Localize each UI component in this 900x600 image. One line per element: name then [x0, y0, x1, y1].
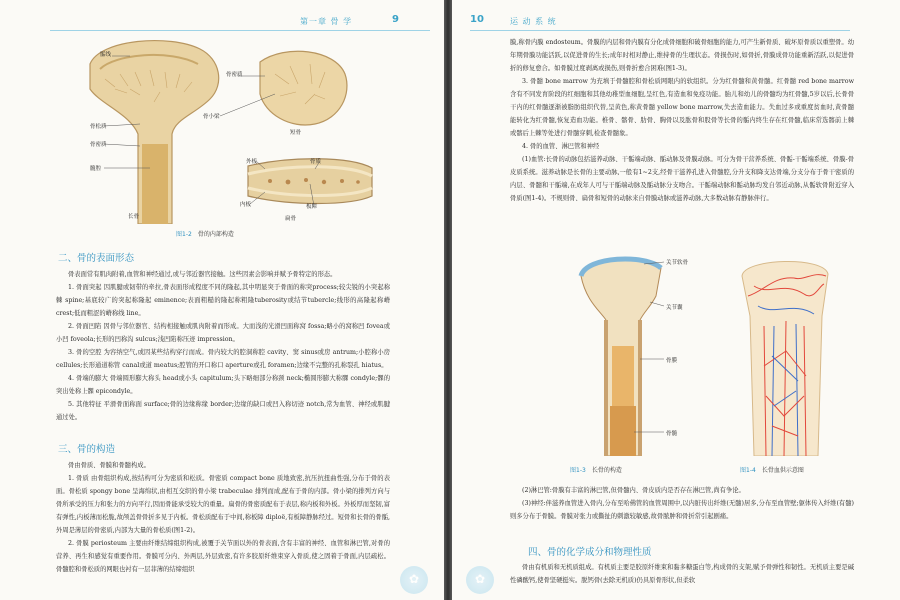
figure-1-3-caption	[570, 465, 622, 474]
paragraph: 骨由有机质和无机质组成。有机质主要是胶原纤维束和黏多糖蛋白等,构成骨的支架,赋予骨弹性和韧性。无机质主要是碱性磷酸钙,使骨坚硬挺实。脱钙骨(去除无机质)仍具原骨形状,但柔软	[510, 564, 854, 584]
right-page	[452, 0, 900, 600]
page-corner-ornament: ✿	[466, 566, 494, 594]
paragraph: 骨表面常有肌肉附着,血管和神经通过,或与邻近器官接触。这些因素会影响并赋予骨特定的形态。	[68, 271, 337, 278]
label-compact-bone: 骨密质	[90, 142, 107, 148]
left-header-rule	[50, 30, 430, 31]
figure-number: 图1-4	[740, 467, 756, 474]
paragraph: 3. 骨髓 bone marrow 为充填于骨髓腔和骨松质网眼内的软组织。分为红骨髓和黄骨髓。红骨髓 red bone marrow 含有不同发育阶段的红细胞和其他幼稚型血细胞,呈红色,有造血和免疫功能。胎儿和幼儿的骨髓均为红骨髓,5岁以后,长骨骨干内的红骨髓逐渐被脂肪组织代替,呈黄色,称黄骨髓 yellow bone marrow,失去造血能力。失血过多或重度贫血时,黄骨髓能转化为红骨髓,恢复造血功能。椎骨、髂骨、肋骨、胸骨以及肱骨和股骨等长骨的骺内终生存在红骨髓,临床常选髂前上棘或髂后上棘等处进行骨髓穿刺,检查骨髓象。	[510, 78, 854, 137]
label-periosteum: 骨膜	[666, 358, 678, 364]
figure-number: 图1-3	[570, 467, 586, 474]
page-corner-ornament: ✿	[400, 566, 428, 594]
label-bone-marrow: 骨髓	[666, 431, 678, 437]
label-joint-capsule: 关节囊	[666, 305, 683, 311]
left-header-title: 第一章 骨 学	[300, 17, 353, 26]
figure-blood-supply	[734, 256, 834, 456]
label-diploe: 板障	[306, 204, 318, 210]
paragraph: (1)血管:长骨的动脉包括滋养动脉、干骺端动脉、骺动脉及骨膜动脉。可分为骨干营养系统、骨骺-干骺端系统、骨膜-骨皮质系统。滋养动脉是长骨的主要动脉,一般有1~2支,经骨干滋养孔进入骨髓腔,分升支和降支达骨端,分支分布于骨干密质的内层、骨髓和干骺端,在成年人可与干骺端动脉及骺动脉分支吻合。干骺端动脉和骺动脉均发自邻近动脉,从骺软骨附近穿入骨质(图1-4)。不规则骨、扁骨和短骨的动脉来自骨膜动脉或滋养动脉,大多数动脉有静脉伴行。	[510, 156, 854, 202]
right-lower-text	[510, 484, 854, 523]
left-page-number: 9	[392, 14, 399, 25]
label-long-bone: 长骨	[128, 214, 140, 220]
figure-title: 骨的内部构造	[197, 231, 234, 238]
label-articular-cartilage: 关节软骨	[666, 260, 689, 266]
label-inner-plate: 内板	[240, 202, 252, 208]
label-marrow-cavity: 髓腔	[90, 166, 102, 172]
section-surface-body	[56, 268, 390, 424]
label-short-compact: 骨密质	[226, 72, 243, 78]
label-short-bone: 短骨	[290, 130, 302, 136]
paragraph: 骨由骨质、骨膜和骨髓构成。	[68, 462, 150, 469]
paragraph: 4. 骨的血管、淋巴管和神经	[522, 143, 600, 150]
book-gutter	[444, 0, 452, 600]
paragraph: 膜,称骨内膜 endosteum。骨膜的内层和骨内膜有分化成骨细胞和破骨细胞的能力,可产生新骨质、破坏原骨质以重塑骨。幼年期骨膜功能活跃,以促进骨的生长;成年时相对静止,维持骨的生理状态。骨损伤时,如骨折,骨膜成骨功能重新活跃,以促进骨折的修复愈合。如骨膜过度剥离或损伤,则骨折愈合困难(图1-3)。	[510, 39, 854, 72]
label-trabecula: 骨小梁	[203, 114, 220, 120]
figure-bone-internal-structure	[60, 34, 400, 224]
paragraph: 4. 骨端的膨大 骨端圆形膨大称头 head或小头 capitulum;头下略细部分称颈 neck;椭圆形膨大称髁 condyle;髁的突出处称上髁 epicondyle。	[56, 375, 390, 395]
right-header-title: 运 动 系 统	[510, 17, 557, 26]
paragraph: 5. 其他特征 平滑骨面称面 surface;骨的边缘称缘 border;边缘的缺口或凹入称切迹 notch,常为血管、神经或肌腱通过处。	[56, 401, 390, 421]
label-flat-spongy: 骨质	[310, 159, 322, 165]
figure-1-4-caption	[740, 465, 804, 474]
label-epiphyseal-line: 骺线	[100, 52, 112, 58]
right-top-text	[510, 36, 854, 205]
section-title-surface: 二、骨的表面形态	[58, 253, 135, 264]
right-page-number: 10	[470, 14, 484, 25]
section-title-structure: 三、骨的构造	[58, 444, 116, 455]
paragraph: (2)淋巴管:骨膜有丰富的淋巴管,但骨髓内、骨皮质内是否存在淋巴管,尚有争论。	[522, 487, 745, 494]
label-outer-plate: 外板	[246, 159, 258, 165]
paragraph: 1. 骨质 由骨组织构成,按结构可分为密质和松质。骨密质 compact bone 质地致密,抗压抗扭曲性强,分布于骨的表面。骨松质 spongy bone 呈海绵状,由相互交织的骨小梁 trabeculae 排列而成,配布于骨的内部。骨小梁的排列方向与骨所承受的压力和张力的方向平行,因而骨能承受较大的重量。扁骨的骨密质配布于表层,称内板和外板。外板厚而坚韧,富有弹性,内板薄而松脆,故颅盖骨骨折多见于内板。骨松质配布于中间,称板障 diploë,有板障静脉经过。短骨和长骨的骨骺,外周是薄层的骨密质,内部为大量的骨松质(图1-2)。	[56, 475, 390, 534]
figure-caption	[176, 229, 234, 238]
paragraph: 3. 骨的空腔 为容纳空气,或因某些结构穿行而成。骨内较大的腔洞称腔 cavity、窦 sinus或房 antrum;小腔称小房 cellules;长形通道称管 canal或道 meatus;腔管的开口称口 aperture或孔 foramen;边缘不完整的孔称裂孔 hiatus。	[56, 349, 390, 369]
right-header-rule	[470, 30, 850, 31]
section-structure-body	[56, 459, 390, 576]
label-flat-bone: 扁骨	[285, 216, 297, 222]
paragraph: 2. 骨膜 periosteum 主要由纤维结缔组织构成,被覆于关节面以外的骨表面,含有丰富的神经、血管和淋巴管,对骨的营养、再生和感觉有重要作用。骨膜可分内、外两层,外层致密,有许多胶原纤维束穿入骨质,使之固着于骨面,内层疏松。骨髓腔和骨松质的网眼也衬有一层菲薄的结缔组织	[56, 540, 390, 573]
paragraph: (3)神经:伴滋养血管进入骨内,分布至哈佛管的血管周围中,以内脏传出纤维(无髓)居多,分布至血管壁;躯体传入纤维(有髓)则多分布于骨膜。骨膜对张力或撕扯的刺激较敏感,故骨脓肿和骨折常引起剧痛。	[510, 500, 854, 520]
figure-number: 图1-2	[176, 231, 192, 238]
figure-title: 长骨血供示意图	[761, 467, 804, 474]
section-title-chemistry: 四、骨的化学成分和物理性质	[528, 547, 652, 558]
figure-title: 长骨的构造	[591, 467, 622, 474]
left-page	[0, 0, 444, 600]
section-chemistry-body	[510, 561, 854, 587]
paragraph: 2. 骨面凹陷 因骨与邻位器官、结构相接触或肌肉附着而形成。大而浅的光滑凹面称窝 fossa;略小的窝称凹 fovea或小凹 foveola;长形的凹称沟 sulcus;浅凹陷称压迹 impression。	[56, 323, 390, 343]
paragraph: 1. 骨面突起 因肌腱或韧带的牵拉,骨表面形成程度不同的隆起,其中明显突于骨面的称突process;较尖锐的小突起称棘 spine;基底较广的突起称隆起 eminence;表面粗糙的隆起称粗隆tuberosity或结节tubercle;线形的高隆起称嵴 crest;低而粗涩的嵴称线 line。	[56, 284, 390, 317]
label-spongy-bone: 骨松质	[90, 124, 107, 130]
